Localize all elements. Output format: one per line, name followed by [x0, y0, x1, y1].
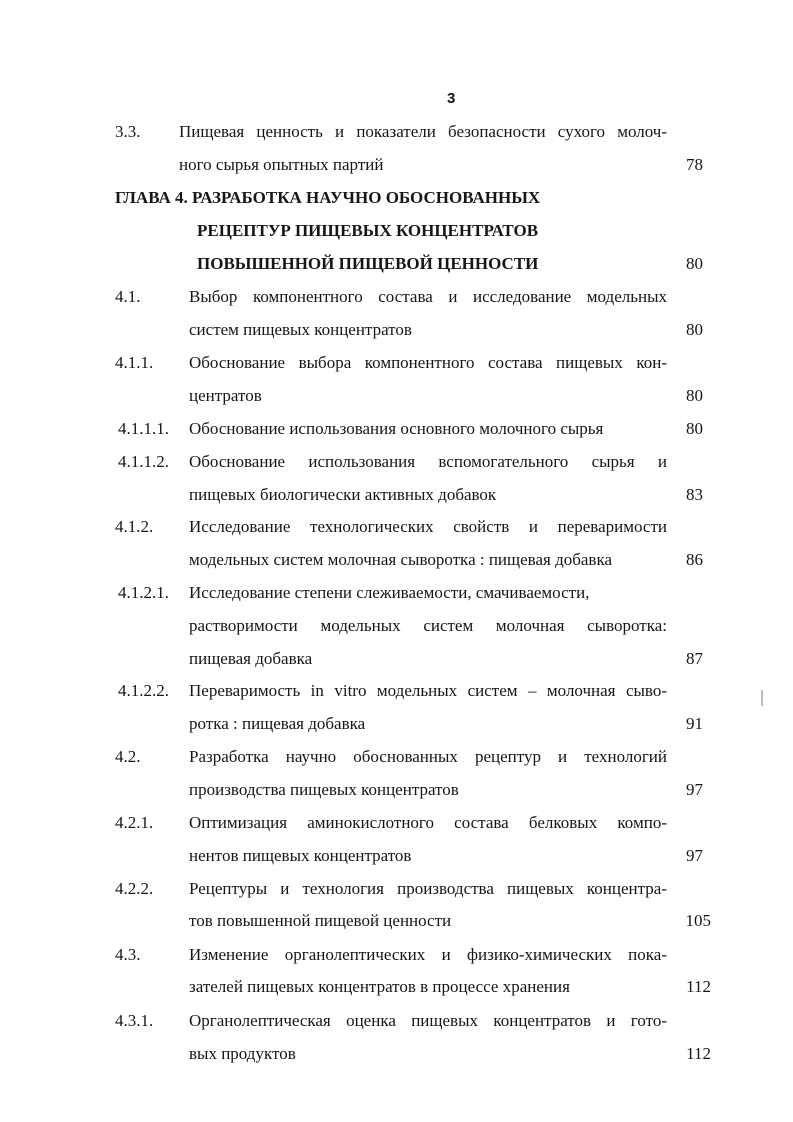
- toc-entry-line: Переваримость in vitro модельных систем – молочная сыво-: [189, 681, 667, 700]
- toc-entry-line: растворимости модельных систем молочная сыворотка:: [189, 616, 667, 635]
- toc-entry-line: тов повышенной пищевой ценности: [189, 911, 452, 930]
- toc-entry-line: ротка : пищевая добавка: [189, 714, 366, 733]
- toc-entry-line: Исследование степени слеживаемости, смачиваемости,: [189, 583, 590, 602]
- toc-entry-number: 4.2.: [115, 747, 141, 766]
- toc-entry-line: пищевая добавка: [189, 649, 313, 668]
- chapter-heading-line: ГЛАВА 4. РАЗРАБОТКА НАУЧНО ОБОСНОВАННЫХ: [115, 188, 541, 207]
- toc-entry-line: центратов: [189, 386, 262, 405]
- toc-entry-number: 4.1.2.2.: [118, 681, 169, 700]
- toc-entry-number: 3.3.: [115, 122, 141, 141]
- toc-entry-page: 87: [686, 649, 703, 668]
- toc-entry-line: зателей пищевых концентратов в процессе хранения: [189, 977, 570, 996]
- toc-entry-line: ного сырья опытных партий: [179, 155, 384, 174]
- toc-entry-page: 80: [686, 419, 703, 438]
- toc-entry-line: Обоснование использования вспомогательного сырья и: [189, 452, 667, 471]
- toc-entry-page: 97: [686, 846, 703, 865]
- toc-entry-number: 4.3.1.: [115, 1011, 154, 1030]
- toc-entry-line: Выбор компонентного состава и исследование модельных: [189, 287, 667, 306]
- toc-entry-page: 80: [686, 254, 703, 273]
- toc-entry-page: 112: [686, 977, 711, 996]
- toc-entry-number: 4.1.1.1.: [118, 419, 169, 438]
- toc-entry-number: 4.1.2.1.: [118, 583, 169, 602]
- toc-entry-page: 112: [686, 1044, 711, 1063]
- toc-entry-page: 80: [686, 386, 703, 405]
- toc-entry-line: нентов пищевых концентратов: [189, 846, 412, 865]
- toc-entry-number: 4.1.1.: [115, 353, 154, 372]
- toc-entry-number: 4.1.: [115, 287, 141, 306]
- toc-entry-page: 80: [686, 320, 703, 339]
- toc-entry-line: Пищевая ценность и показатели безопасности сухого молоч-: [179, 122, 667, 141]
- toc-entry-page: 83: [686, 485, 703, 504]
- toc-entry-line: Изменение органолептических и физико-химических пока-: [189, 945, 667, 964]
- toc-entry-number: 4.1.1.2.: [118, 452, 169, 471]
- toc-entry-page: 97: [686, 780, 703, 799]
- scan-mark: [761, 690, 763, 706]
- page-number: 3: [447, 90, 456, 107]
- toc-entry-line: Обоснование выбора компонентного состава пищевых кон-: [189, 353, 667, 372]
- toc-entry-number: 4.2.1.: [115, 813, 154, 832]
- toc-entry-line: пищевых биологически активных добавок: [189, 485, 497, 504]
- toc-entry-line: Исследование технологических свойств и переваримости: [189, 517, 667, 536]
- toc-entry-page: 86: [686, 550, 703, 569]
- toc-entry-line: Рецептуры и технология производства пищевых концентра-: [189, 879, 667, 898]
- toc-entry-page: 105: [685, 911, 711, 930]
- chapter-heading-line: ПОВЫШЕННОЙ ПИЩЕВОЙ ЦЕННОСТИ: [197, 254, 539, 273]
- toc-entry-line: Органолептическая оценка пищевых концентратов и гото-: [189, 1011, 667, 1030]
- toc-entry-page: 78: [686, 155, 703, 174]
- toc-entry-page: 91: [686, 714, 703, 733]
- toc-entry-line: модельных систем молочная сыворотка : пищевая добавка: [189, 550, 612, 569]
- toc-entry-line: Обоснование использования основного молочного сырья: [189, 419, 604, 438]
- toc-entry-line: производства пищевых концентратов: [189, 780, 459, 799]
- toc-entry-line: Разработка научно обоснованных рецептур и технологий: [189, 747, 667, 766]
- toc-entry-line: систем пищевых концентратов: [189, 320, 412, 339]
- toc-entry-number: 4.3.: [115, 945, 141, 964]
- toc-entry-line: вых продуктов: [189, 1044, 296, 1063]
- toc-entry-number: 4.1.2.: [115, 517, 154, 536]
- toc-entry-line: Оптимизация аминокислотного состава белковых компо-: [189, 813, 667, 832]
- toc-entry-number: 4.2.2.: [115, 879, 154, 898]
- chapter-heading-line: РЕЦЕПТУР ПИЩЕВЫХ КОНЦЕНТРАТОВ: [197, 221, 539, 240]
